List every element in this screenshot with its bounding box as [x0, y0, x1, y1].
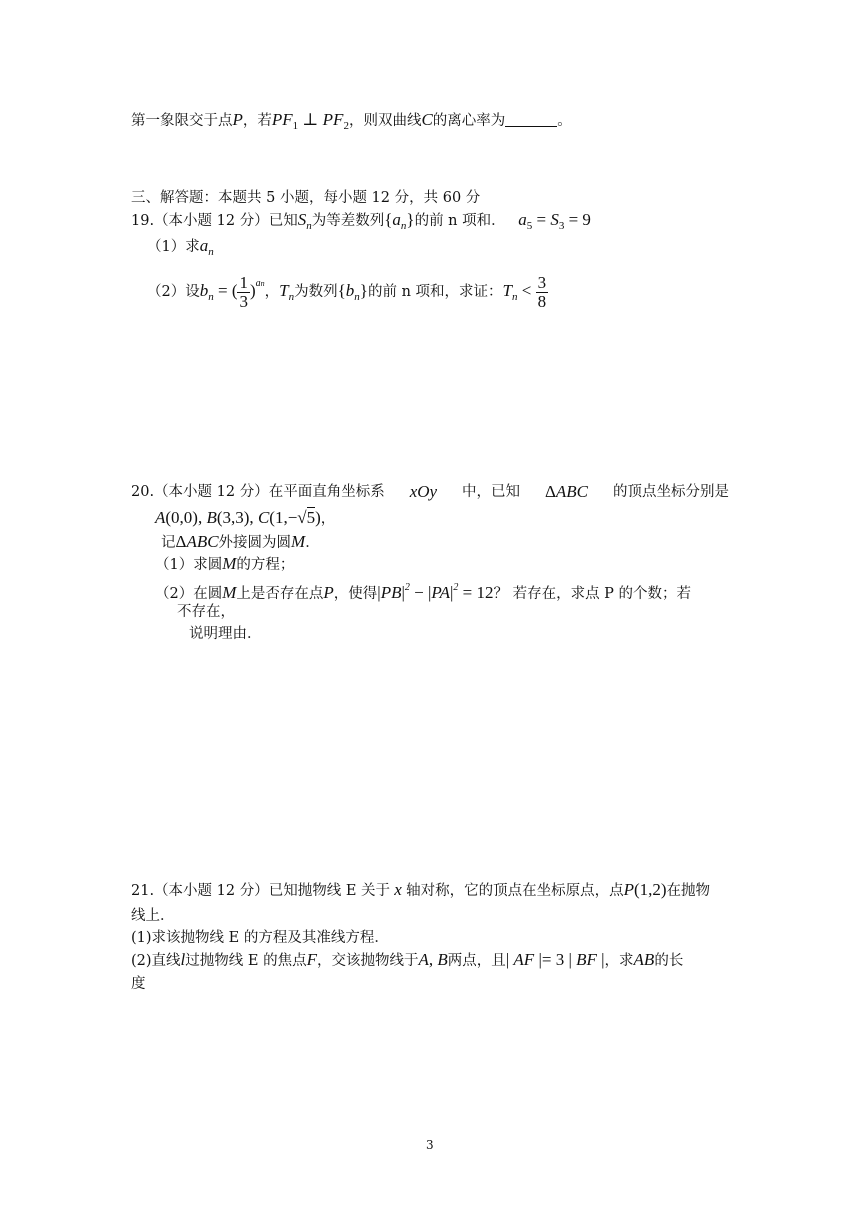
- text: 的前 n 项和，求证：: [367, 284, 503, 300]
- math-bn-def: $b_n$ = (: [199, 281, 238, 303]
- q19-part1: [147, 236, 214, 262]
- math-triangle-ABC: ΔABC: [175, 532, 219, 551]
- math-xOy: xOy: [409, 482, 438, 501]
- text: ，则双曲线: [348, 113, 422, 129]
- denominator: 3: [239, 291, 248, 311]
- math-an: $a_n$: [199, 236, 214, 258]
- text: 20.（本小题 12 分）在平面直角坐标系: [131, 484, 385, 500]
- math-AB-points: A, B: [418, 950, 448, 969]
- text: 轴对称，它的顶点在坐标原点，点: [406, 883, 624, 899]
- text: (2)直线: [131, 953, 181, 969]
- fraction-one-third: [237, 274, 250, 311]
- text: ，求: [604, 953, 634, 969]
- numerator: 1: [239, 272, 248, 292]
- math-l: l: [180, 950, 186, 969]
- math-M: M: [291, 532, 306, 551]
- text: 在抛物: [666, 883, 711, 899]
- text: 的方程；: [236, 557, 295, 573]
- page-number: 3: [426, 1138, 434, 1152]
- text: 21.（本小题 12 分）已知抛物线 E 关于: [131, 883, 391, 899]
- text: 的长: [654, 953, 684, 969]
- text: ？ 若存在，求点 P 的个数；若: [493, 586, 692, 602]
- math-Sn: $S_n$: [297, 210, 312, 232]
- q20-part2-line2: 不存在，: [177, 604, 235, 620]
- q20-part2: [155, 578, 691, 604]
- math-vertices: A(0,0), B(3,3), C(1,−√5): [155, 508, 321, 527]
- denominator: 8: [537, 291, 547, 311]
- math-Tn: $T_n$: [279, 281, 295, 303]
- q20-circumcircle: [161, 532, 320, 553]
- text: 。: [557, 113, 572, 129]
- text: ，交该抛物线于: [316, 953, 419, 969]
- text: 外接圆为圆: [218, 535, 292, 551]
- text: （2）设: [147, 284, 200, 300]
- text: （1）求: [147, 239, 200, 255]
- math-AF-3BF: | AF |= 3 | BF |: [505, 950, 605, 969]
- q21-part2-line2: 度: [131, 976, 146, 992]
- text: ，: [320, 511, 336, 527]
- text: 为等差数列: [311, 213, 385, 229]
- fraction-three-eighths: [536, 274, 549, 311]
- text: 过抛物线 E 的焦点: [185, 953, 307, 969]
- text: 19.（本小题 12 分）已知: [131, 213, 298, 229]
- text: ，使得: [333, 586, 378, 602]
- q21-part2: [131, 950, 683, 971]
- text: 中，已知: [462, 484, 521, 500]
- text: 为数列: [294, 284, 338, 300]
- text: （2）在圆: [155, 586, 223, 602]
- q20-vertices: [155, 508, 335, 529]
- q20-part1: [155, 554, 294, 575]
- math-Tn-lt: $T_n$ <: [502, 281, 532, 303]
- text: ，: [264, 284, 280, 300]
- q19-stem: [131, 210, 591, 236]
- math-F: F: [306, 950, 317, 969]
- math-AB: AB: [633, 950, 655, 969]
- section-header: 三、解答题：本题共 5 小题，每小题 12 分，共 60 分: [131, 190, 481, 206]
- q18-tail-line: [131, 110, 572, 136]
- text: 的离心率为: [432, 113, 506, 129]
- math-PB-PA-eq: $|PB|^2 - |PA|^2 = 12$: [377, 582, 494, 602]
- math-set-bn: $\{b_n\}$: [337, 281, 368, 303]
- math-triangle-ABC: ΔABC: [544, 482, 589, 501]
- answer-blank: [505, 112, 557, 127]
- text: 上是否存在点: [236, 586, 324, 602]
- math-M: M: [222, 554, 237, 573]
- text: ．: [305, 535, 320, 551]
- math-P: P: [323, 583, 334, 602]
- text: 第一象限交于点: [131, 113, 233, 129]
- math-x: x: [390, 880, 407, 899]
- text: 的顶点坐标分别是: [612, 484, 729, 500]
- q19-part2: [147, 264, 548, 317]
- text: 记: [161, 535, 176, 551]
- math-set-an: $\{a_n\}$: [384, 210, 415, 232]
- q21-part1: (1)求该抛物线 E 的方程及其准线方程．: [131, 930, 389, 946]
- math-exp-an: an: [255, 278, 265, 289]
- text: 两点，且: [447, 953, 506, 969]
- q20-part2-line3: 说明理由．: [189, 626, 262, 642]
- q21-stem: [131, 880, 710, 901]
- q20-stem: [131, 482, 729, 502]
- math-P: P: [232, 110, 243, 129]
- math-C: C: [421, 110, 433, 129]
- math-P12: P(1,2): [623, 880, 667, 899]
- q21-stem-line2: 线上．: [131, 908, 175, 924]
- text: （1）求圆: [155, 557, 223, 573]
- text: 的前 n 项和．: [414, 213, 506, 229]
- math-paren: ): [249, 281, 256, 300]
- math-perpendicular: $PF_1$ ⊥ $PF_2$: [271, 110, 349, 132]
- math-M: M: [222, 583, 237, 602]
- math-a5-eq: $a_5 = S_3 = 9$: [518, 210, 591, 232]
- numerator: 3: [537, 272, 547, 292]
- text: ，若: [242, 113, 272, 129]
